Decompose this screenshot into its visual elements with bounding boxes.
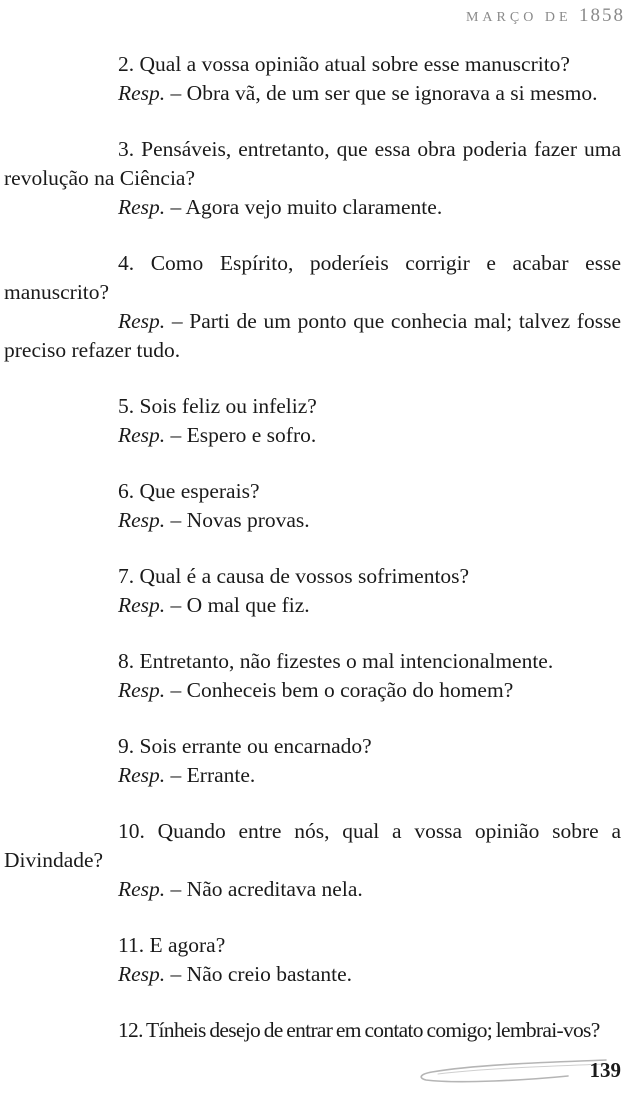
- qa-item: [4, 817, 621, 904]
- resp-label: Resp.: [118, 678, 166, 702]
- answer-text: – Obra vã, de um ser que se ignorava a si mesmo.: [165, 81, 598, 105]
- qa-item: [4, 477, 621, 535]
- answer-text: – Errante.: [165, 763, 256, 787]
- resp-label: Resp.: [118, 763, 166, 787]
- qa-item: [4, 931, 621, 989]
- question: 11. E agora?: [118, 933, 226, 957]
- qa-item: [4, 50, 621, 108]
- resp-label: Resp.: [118, 508, 166, 532]
- answer: [4, 421, 621, 450]
- question: 12. Tínheis desejo de entrar em contato comigo; lembrai-vos?: [118, 1018, 600, 1042]
- question: 10. Quando entre nós, qual a vossa opinião sobre a Divindade?: [4, 819, 621, 872]
- answer: [4, 193, 621, 222]
- resp-label: Resp.: [118, 877, 166, 901]
- resp-label: Resp.: [118, 81, 166, 105]
- answer: [4, 307, 621, 365]
- question: 4. Como Espírito, poderíeis corrigir e acabar esse manuscrito?: [4, 251, 621, 304]
- answer: [4, 960, 621, 989]
- answer-text: – O mal que fiz.: [165, 593, 310, 617]
- footer-swoosh-ornament: [418, 1056, 608, 1090]
- answer: [4, 79, 621, 108]
- answer-text: – Conheceis bem o coração do homem?: [165, 678, 514, 702]
- answer: [4, 875, 621, 904]
- answer: [4, 676, 621, 705]
- question: 2. Qual a vossa opinião atual sobre esse manuscrito?: [118, 52, 570, 76]
- answer-text: – Espero e sofro.: [165, 423, 317, 447]
- header-year: 1858: [579, 5, 625, 26]
- resp-label: Resp.: [118, 423, 166, 447]
- resp-label: Resp.: [118, 309, 166, 333]
- page-number: 139: [589, 1058, 621, 1082]
- header-month: MARÇO DE: [465, 10, 572, 25]
- question: 8. Entretanto, não fizestes o mal intencionalmente.: [118, 649, 554, 673]
- question: 9. Sois errante ou encarnado?: [118, 734, 372, 758]
- page-content: [4, 50, 621, 1045]
- qa-item: [4, 249, 621, 365]
- answer-text: – Parti de um ponto que conhecia mal; talvez fosse preciso refazer tudo.: [4, 309, 621, 362]
- answer-text: – Não acreditava nela.: [165, 877, 363, 901]
- resp-label: Resp.: [118, 593, 166, 617]
- qa-item: [4, 135, 621, 222]
- question: 3. Pensáveis, entretanto, que essa obra poderia fazer uma revolução na Ciência?: [4, 137, 621, 190]
- answer-text: – Não creio bastante.: [165, 962, 353, 986]
- answer: [4, 591, 621, 620]
- answer: [4, 506, 621, 535]
- qa-item: [4, 647, 621, 705]
- answer-text: – Agora vejo muito claramente.: [165, 195, 443, 219]
- qa-item: [4, 1016, 621, 1045]
- question: 7. Qual é a causa de vossos sofrimentos?: [118, 564, 470, 588]
- qa-item: [4, 562, 621, 620]
- resp-label: Resp.: [118, 195, 166, 219]
- answer-text: – Novas provas.: [165, 508, 310, 532]
- qa-item: [4, 732, 621, 790]
- qa-item: [4, 392, 621, 450]
- answer: [4, 761, 621, 790]
- running-header: [466, 5, 625, 27]
- question: 5. Sois feliz ou infeliz?: [118, 394, 317, 418]
- resp-label: Resp.: [118, 962, 166, 986]
- question: 6. Que esperais?: [118, 479, 260, 503]
